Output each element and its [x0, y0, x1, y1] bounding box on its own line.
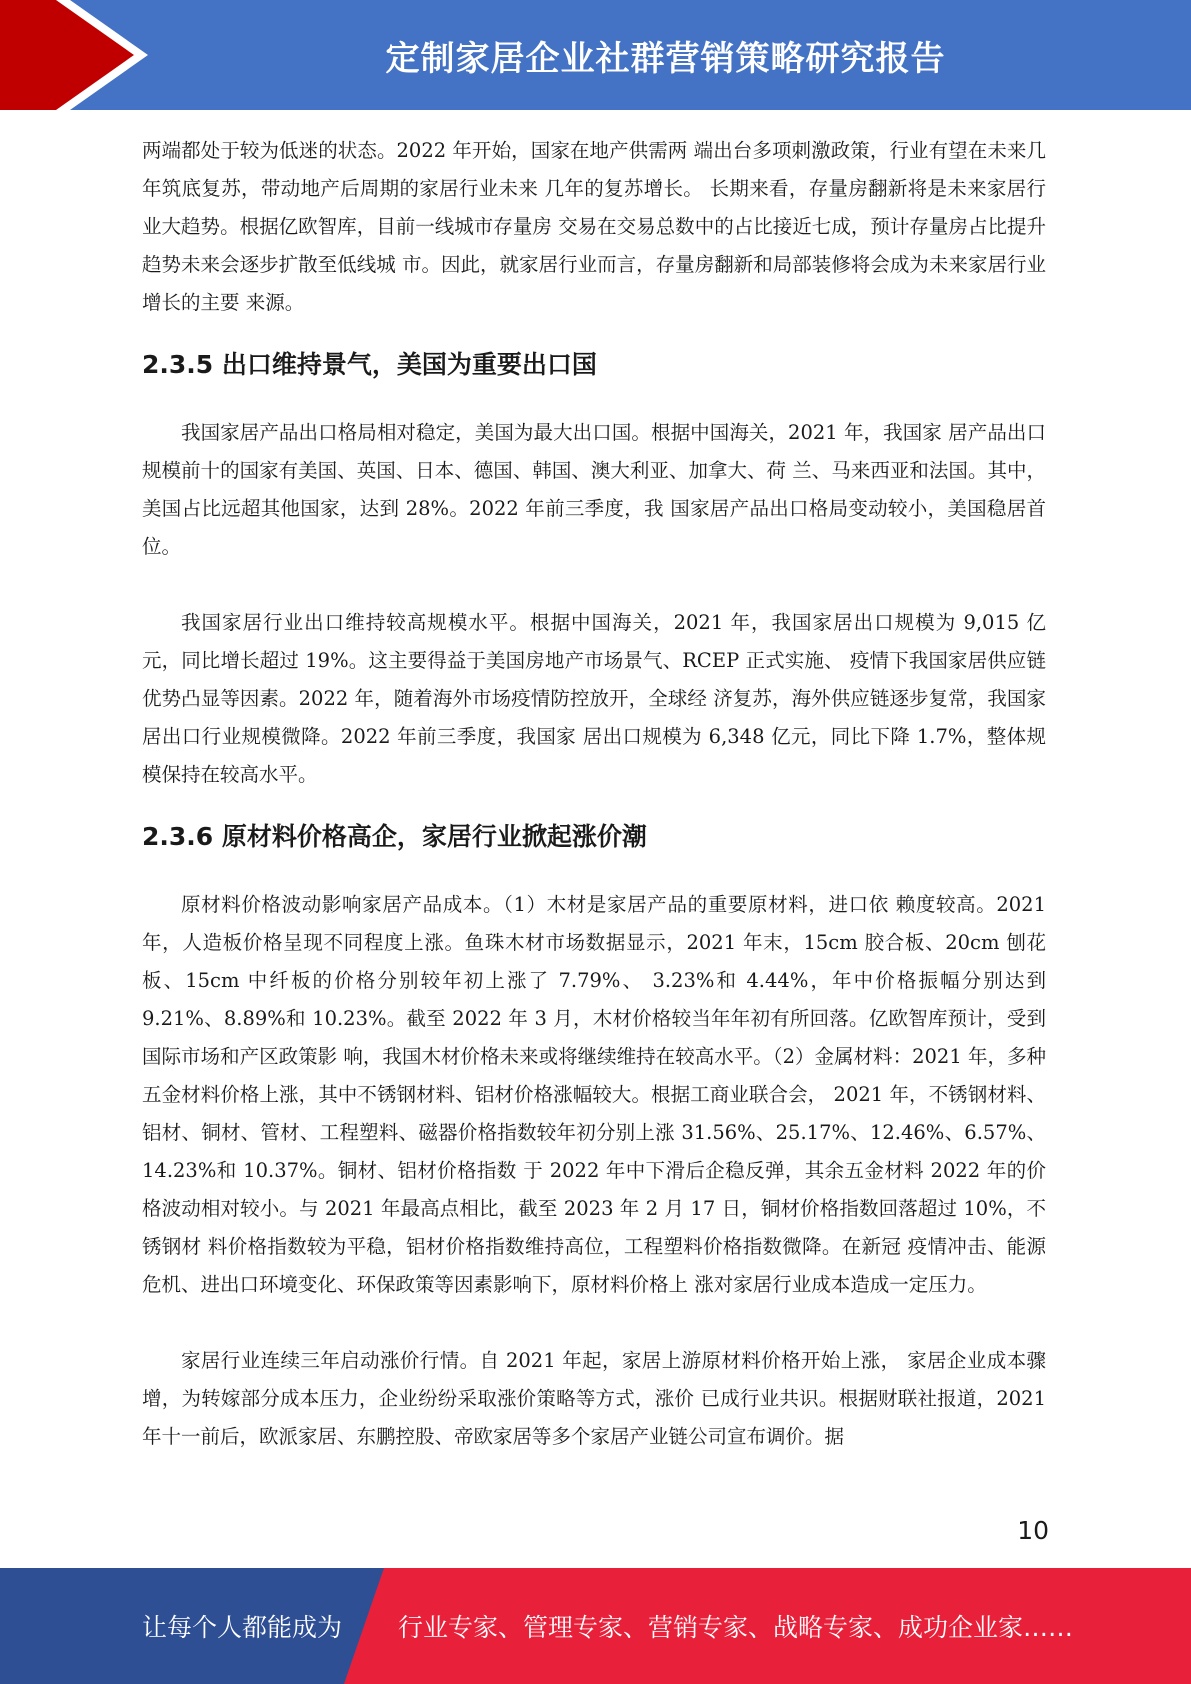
page-footer	[0, 1568, 1191, 1684]
page-header	[0, 0, 1191, 110]
section-heading-2-3-5: 2.3.5 出口维持景气，美国为重要出口国	[142, 350, 597, 379]
report-body	[142, 132, 1046, 1456]
page-number: 10	[1017, 1516, 1049, 1545]
footer-slogan-right: 行业专家、管理专家、营销专家、战略专家、成功企业家……	[398, 1613, 1074, 1642]
paragraph-price-increase: 家居行业连续三年启动涨价行情。自 2021 年起，家居上游原材料价格开始上涨， 家居企业成本骤增，为转嫁部分成本压力，企业纷纷采取涨价策略等方式，涨价 已成行业共识。根据财联社报道，2021 年十一前后，欧派家居、东鹏控股、帝欧家居等多个家居产业链公司宣布调价。据	[142, 1349, 1046, 1448]
paragraph-export-scale: 我国家居行业出口维持较高规模水平。根据中国海关，2021 年，我国家居出口规模为 9,015 亿元，同比增长超过 19%。这主要得益于美国房地产市场景气、RCEP 正式实施、 疫情下我国家居供应链优势凸显等因素。2022 年，随着海外市场疫情防控放开，全球经 济复苏，海外供应链逐步复常，我国家居出口行业规模微降。2022 年前三季度，我国家 居出口规模为 6,348 亿元，同比下降 1.7%，整体规模保持在较高水平。	[142, 611, 1046, 786]
paragraph-export-structure: 我国家居产品出口格局相对稳定，美国为最大出口国。根据中国海关，2021 年，我国家 居产品出口规模前十的国家有美国、英国、日本、德国、韩国、澳大利亚、加拿大、荷 兰、马来西亚和法国。其中，美国占比远超其他国家，达到 28%。2022 年前三季度，我 国家居产品出口格局变动较小，美国稳居首位。	[142, 421, 1046, 558]
paragraph-market-outlook: 两端都处于较为低迷的状态。2022 年开始，国家在地产供需两 端出台多项刺激政策，行业有望在未来几年筑底复苏，带动地产后周期的家居行业未来 几年的复苏增长。 长期来看，存量房翻新将是未来家居行业大趋势。根据亿欧智库，目前一线城市存量房 交易在交易总数中的占比接近七成，预计存量房占比提升趋势未来会逐步扩散至低线城 市。因此，就家居行业而言，存量房翻新和局部装修将会成为未来家居行业增长的主要 来源。	[142, 139, 1046, 314]
paragraph-raw-material-cost: 原材料价格波动影响家居产品成本。（1）木材是家居产品的重要原材料，进口依 赖度较高。2021 年，人造板价格呈现不同程度上涨。鱼珠木材市场数据显示，2021 年末，15cm 胶合板、20cm 刨花板、15cm 中纤板的价格分别较年初上涨了 7.79%、 3.23%和 4.44%，年中价格振幅分别达到 9.21%、8.89%和 10.23%。截至 2022 年 3 月，木材价格较当年年初有所回落。亿欧智库预计，受到国际市场和产区政策影 响，我国木材价格未来或将继续维持在较高水平。（2）金属材料：2021 年，多种 五金材料价格上涨，其中不锈钢材料、铝材价格涨幅较大。根据工商业联合会， 2021 年，不锈钢材料、铝材、铜材、管材、工程塑料、磁器价格指数较年初分别上涨 31.56%、25.17%、12.46%、6.57%、14.23%和 10.37%。铜材、铝材价格指数 于 2022 年中下滑后企稳反弹，其余五金材料 2022 年的价格波动相对较小。与 2021 年最高点相比，截至 2023 年 2 月 17 日，铜材价格指数回落超过 10%，不锈钢材 料价格指数较为平稳，铝材价格指数维持高位，工程塑料价格指数微降。在新冠 疫情冲击、能源危机、进出口环境变化、环保政策等因素影响下，原材料价格上 涨对家居行业成本造成一定压力。	[142, 893, 1046, 1296]
footer-slogan-left: 让每个人都能成为	[142, 1613, 343, 1642]
header-title: 定制家居企业社群营销策略研究报告	[385, 38, 946, 79]
section-heading-2-3-6: 2.3.6 原材料价格高企，家居行业掀起涨价潮	[142, 822, 647, 851]
